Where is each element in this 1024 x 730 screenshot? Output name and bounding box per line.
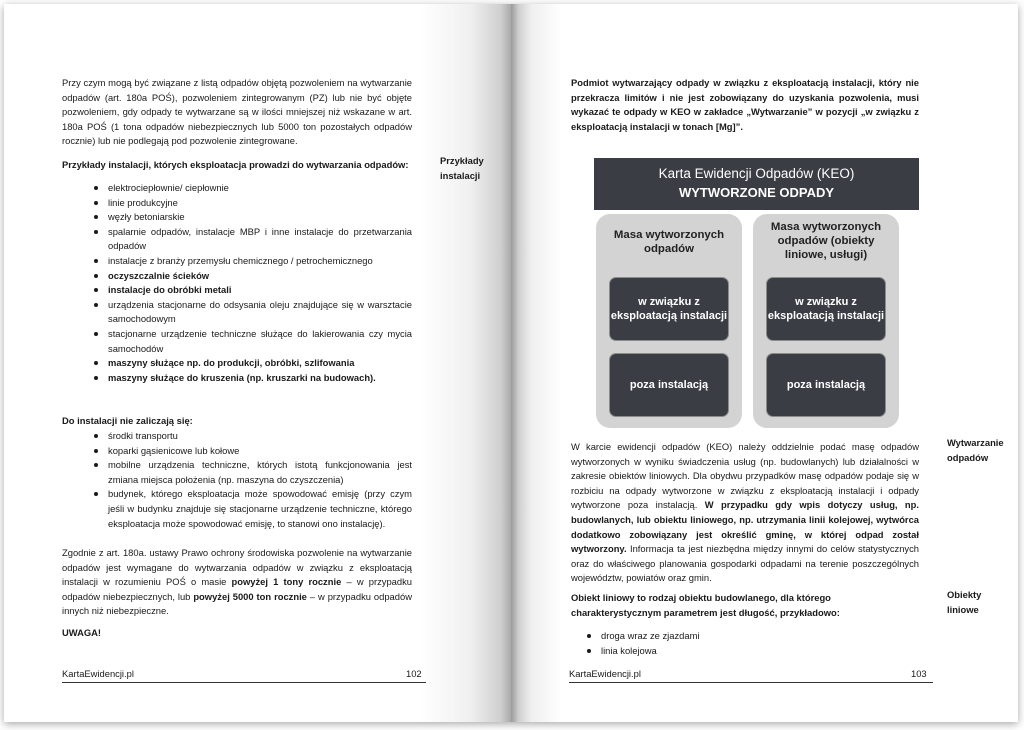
body-text-1: W karcie ewidencji odpadów (KEO) należy oddzielnie podać masę odpadów wytworzonych w wyniku świadczenia usług (np. budowlanych) lub działalności w zakresie obiektów liniowych. Dla obydwu przypadków masę odpadów podaje się w rozbiciu na odpady wytworzone w związku z eksploatacją instalacji i odpady wytworzone poza instalacją.: [571, 441, 919, 511]
box-installation: w związku z eksploatacją instalacji: [610, 278, 728, 340]
page-number: 102: [406, 668, 422, 679]
article-text-2: – w przypadku odpadów niebezpiecznych, lub: [62, 576, 412, 602]
article-paragraph: [62, 546, 412, 619]
excluded-heading: Do instalacji nie zaliczają się:: [62, 415, 193, 426]
body-text-2: Informacja ta jest niezbędna między innymi do celów statystycznych oraz do właściwego planowania gospodarki odpadami na terenie poszczególnych województw, powiatów oraz gmin.: [571, 543, 919, 584]
list-item: droga wraz ze zjazdami: [601, 629, 901, 644]
article-bold-1: powyżej 1 tony rocznie: [231, 576, 342, 588]
footer-site: KartaEwidencji.pl: [62, 668, 134, 679]
footer-divider: [62, 682, 426, 683]
list-item: linie produkcyjne: [108, 196, 412, 211]
list-item: środki transportu: [108, 429, 412, 444]
list-item: urządzenia stacjonarne do odsysania oleju znajdujące się w warsztacie samochodowym: [108, 298, 412, 327]
footer-site: KartaEwidencji.pl: [569, 668, 641, 679]
margin-label-generation: Wytwarzanie odpadów: [947, 437, 1004, 463]
column-title: Masa wytworzonych odpadów (obiekty liniowe, usługi): [770, 221, 882, 261]
column-linear-services: [753, 214, 899, 428]
linear-examples-list: [601, 629, 901, 658]
box-installation: w związku z eksploatacją instalacji: [767, 278, 885, 340]
list-item: maszyny służące np. do produkcji, obróbki, szlifowania: [108, 356, 412, 371]
list-item: instalacje z branży przemysłu chemicznego / petrochemicznego: [108, 254, 412, 269]
list-item: koparki gąsienicowe lub kołowe: [108, 444, 412, 459]
examples-list: [108, 181, 412, 385]
list-item: spalarnie odpadów, instalacje MBP i inne instalacje do przetwarzania odpadów: [108, 225, 412, 254]
list-item: oczyszczalnie ścieków: [108, 269, 412, 284]
examples-heading: Przykłady instalacji, których eksploatacja prowadzi do wytwarzania odpadów:: [62, 159, 409, 170]
body-bold: W przypadku gdy wpis dotyczy usług, np. budowlanych, lub obiektu liniowego, np. utrzymania linii kolejowej, wytwórca dodatkowo zobowiązany jest określić gminę, w której odpad został wytworzony.: [571, 499, 919, 555]
box-outside-installation: poza instalacją: [610, 354, 728, 416]
linear-object-paragraph: Obiekt liniowy to rodzaj obiektu budowlanego, dla którego charakterystycznym parametrem jest długość, przykładowo:: [571, 592, 840, 618]
list-item: instalacje do obróbki metali: [108, 283, 412, 298]
book-spread: [4, 4, 1018, 722]
intro-paragraph: Podmiot wytwarzający odpady w związku z eksploatacją instalacji, który nie przekracza limitów i nie jest zobowiązany do uzyskania pozwolenia, musi wykazać te odpady w KEO w zakładce „Wytwarzanie” w pozycji „w związku z eksploatacją instalacji w tonach [Mg]”.: [571, 77, 919, 132]
article-bold-2: powyżej 5000 ton rocznie: [193, 590, 307, 602]
right-page: [511, 4, 1018, 722]
list-item: maszyny służące do kruszenia (np. kruszarki na budowach).: [108, 371, 412, 386]
article-text-1: Zgodnie z art. 180a. ustawy Prawo ochrony środowiska pozwolenie na wytwarzanie odpadów jest wymagane do wytwarzania odpadów w związku z eksploatacją instalacji w rozumieniu POŚ o masie: [62, 547, 412, 588]
list-item: stacjonarne urządzenie techniczne służące do lakierowania czy mycia samochodów: [108, 327, 412, 356]
list-item: linia kolejowa: [601, 644, 901, 659]
column-title: Masa wytworzonych odpadów: [613, 229, 725, 255]
list-item: mobilne urządzenia techniczne, których istotą funkcjonowania jest zmiana miejsca położenia (np. maszyna do czyszczenia): [108, 458, 412, 487]
excluded-list: [108, 429, 412, 531]
list-item: elektrociepłownie/ ciepłownie: [108, 181, 412, 196]
list-item: budynek, którego eksploatacja może spowodować emisję (przy czym jeśli w budynku znajduje się stacjonarne urządzenie techniczne, którego eksploatacja może spowodować emisję, to stanowi ono instalację).: [108, 487, 412, 531]
footer-divider: [569, 682, 933, 683]
margin-label-examples: Przykłady instalacji: [440, 155, 484, 181]
keo-diagram: [594, 158, 919, 430]
diagram-subtitle: WYTWORZONE ODPADY: [678, 185, 835, 200]
box-outside-installation: poza instalacją: [767, 354, 885, 416]
list-item: węzły betoniarskie: [108, 210, 412, 225]
page-number: 103: [911, 668, 927, 679]
column-waste-mass: [596, 214, 742, 428]
body-paragraph: [571, 440, 919, 586]
article-text-3: – w przypadku odpadów innych niż niebezpieczne.: [62, 590, 412, 617]
keo-header: [594, 158, 919, 210]
diagram-title: Karta Ewidencji Odpadów (KEO): [658, 166, 855, 181]
left-page: [4, 4, 511, 722]
margin-label-linear: Obiekty liniowe: [947, 589, 982, 615]
intro-paragraph: Przy czym mogą być związane z listą odpadów objętą pozwoleniem na wytwarzanie odpadów (art. 180a POŚ), pozwoleniem zintegrowanym (PZ) lub nie być objęte pozwoleniem, gdy odpady te wytwarzane są w ilości mniejszej niż wskazane w art. 180a POŚ (1 tona odpadów niebezpiecznych lub 5000 ton pozostałych odpadów rocznie) lub nie podlegają pod pozwolenie zintegrowane.: [62, 77, 412, 147]
warning-label: UWAGA!: [62, 627, 102, 638]
